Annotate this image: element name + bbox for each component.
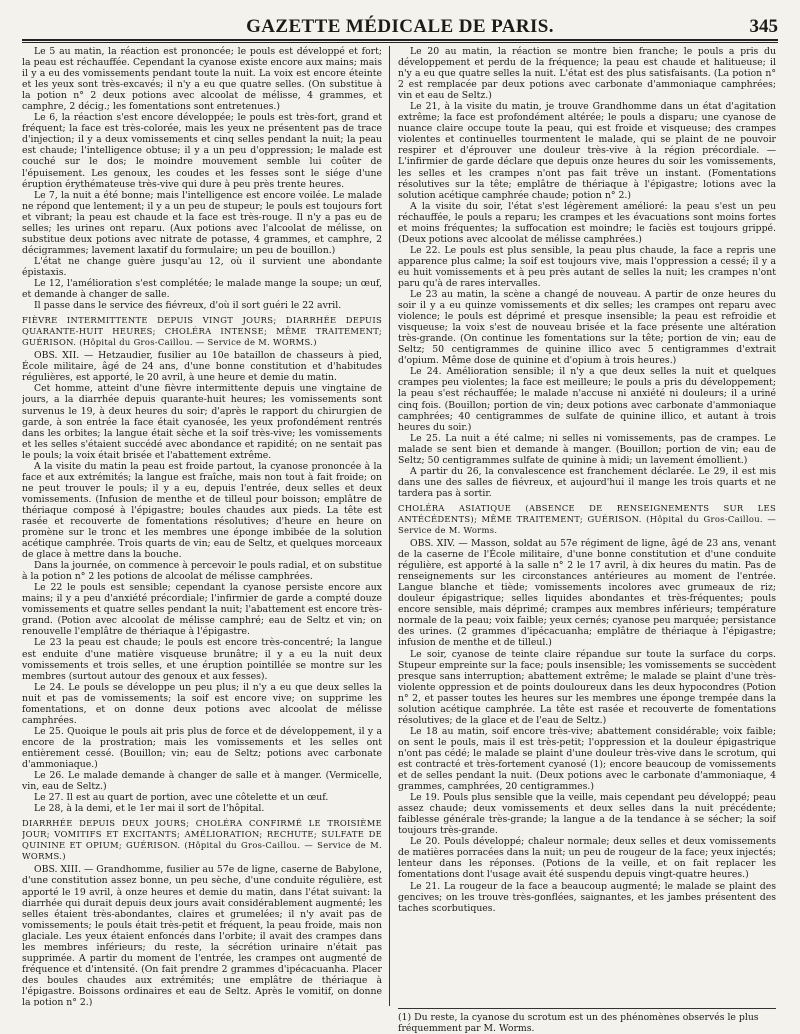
left-column — [22, 46, 382, 1006]
paragraph: Le 21, à la visite du matin, je trouve Grandhomme dans un état d'agitation extrême; la face est profondément altérée; le pouls a disparu; une cyanose de nuance claire occupe toute la peau, qui est froide et visqueuse; des crampes violentes et continuelles tourmentent le malade, qui se plaint de ne pouvoir respirer et d'éprouver une douleur très-vive à la région précordiale. — L'infirmier de garde déclare que depuis onze heures du soir les vomissements, les selles et les crampes n'ont pas fait trêve un instant. (Fomentations résolutives sur la tête; emplâtre de thériaque à l'épigastre; lotions avec la solution acétique camphrée chaude; potion n° 2.) — [398, 101, 776, 201]
header-rule-thin — [22, 42, 778, 43]
paragraph: Le 28, à la demi, et le 1er mai il sort de l'hôpital. — [34, 803, 265, 815]
paragraph: Le 22 le pouls est sensible; cependant la cyanose persiste encore aux mains; il y a peu d'anxiété précordiale; l'infirmier de garde a compté douze vomissements et quatre selles pendant la nuit; l'abattement est encore très-grand. (Potion avec alcoolat de mélisse camphré; eau de Seltz et vin; on renouvelle l'emplâtre de thériaque à l'épigastre. — [22, 582, 382, 638]
paragraph: Le 5 au matin, la réaction est prononcée; le pouls est développé et fort; la peau est réchauffée. Cependant la cyanose existe encore aux mains; mais il y a eu des vomissements pendant toute la nuit. La voix est encore éteinte et les yeux sont très-excavés; il n'y a eu que quatre selles. (On substitue à la potion n° 2 deux potions avec alcoolat de mélisse, 4 grammes, et camphre, 2 décig.; les fomentations sont entretenues.) — [22, 46, 382, 113]
header-rule — [22, 39, 778, 41]
paragraph: Le 6, la réaction s'est encore développée; le pouls est très-fort, grand et fréquent; la face est très-colorée, mais les yeux ne présentent pas de trace d'injection; il y a deux vomissements et cinq selles pendant la nuit; la peau est chaude; l'intelligence obtuse; il y a un peu d'oppression; le malade est couché sur le dos; le moindre mouvement semble lui coûter de l'épuisement. Les genoux, les coudes et les fesses sont le siége d'une éruption érythémateuse très-vive qui dure à peu près trente heures. — [22, 112, 382, 190]
paragraph: A partir du 26, la convalescence est franchement déclarée. Le 29, il est mis dans une des salles de fiévreux, et aujourd'hui il mange les trois quarts et ne tardera pas à sortir. — [398, 465, 776, 499]
column-divider — [389, 46, 390, 1006]
page-number: 345 — [749, 16, 778, 37]
paragraph: Le 19. Pouls plus sensible que la veille, mais cependant peu développé; peau assez chaude; deux vomissements et deux selles dans la nuit précédente; faiblesse générale très-grande; la langue a de la tendance à se sécher; la soif toujours très-grande. — [398, 792, 776, 837]
paragraph: Le 20 au matin, la réaction se montre bien franche; le pouls a pris du développement et perdu de la fréquence; la peau est chaude et halitueuse; il n'y a eu que quatre selles la nuit. L'état est des plus satisfaisants. (La potion n° 2 est remplacée par deux potions avec carbonate d'ammoniaque camphrées; vin et eau de Seltz.) — [398, 46, 776, 102]
paragraph: Le 21. La rougeur de la face a beaucoup augmenté; le malade se plaint des gencives; on les trouve très-gonflées, saignantes, et les jambes présentent des taches scorbutiques. — [398, 880, 776, 914]
page-header — [22, 12, 778, 38]
paragraph: A la visite du matin la peau est froide partout, la cyanose prononcée à la face et aux extrémités; la langue est fraîche, mais non tout à fait froide; on ne peut trouver le pouls; il y a eu, depuis l'entrée, deux selles et deux vomissements. (Infusion de menthe et de tilleul pour boisson; emplâtre de thériaque composé à l'épigastre; boules chaudes aux pieds. La tête est rasée et recouverte de fomentations résolutives; d'heure en heure on promène sur le tronc et les membres une éponge imbibée de la solution acétique camphrée. Trois quarts de vin; eau de Seltz, et quelques morceaux de glace à mettre dans la bouche. — [22, 460, 382, 561]
paragraph: Le 12, l'amélioration s'est complétée; le malade mange la soupe; un œuf, et demande à changer de salle. — [22, 277, 382, 301]
paragraph: Le 27. Il est au quart de portion, avec une côtelette et un œuf. — [34, 792, 329, 804]
footnote: (1) Du reste, la cyanose du scrotum est un des phénomènes observés le plus fréquemment par M. Worms. — [398, 1008, 776, 1034]
paragraph: OBS. XII. — Hetzaudier, fusilier au 10e bataillon de chasseurs à pied, École militaire, âgé de 24 ans, d'une bonne constitution et d'habitudes régulières, est apporté, le 20 avril, à une heure et demie du matin. — [22, 350, 382, 384]
paragraph: Le 24. Le pouls se développe un peu plus; il n'y a eu que deux selles la nuit et pas de vomissements; la soif est encore vive; on supprime les fomentations, et on donne deux potions avec alcoolat de mélisse camphrées. — [22, 681, 382, 726]
right-column — [398, 46, 776, 1006]
paragraph: Le 23 au matin, la scène a changé de nouveau. A partir de onze heures du soir il y a eu quinze vomissements et dix selles; les crampes ont reparu avec violence; le pouls est déprimé et presque insensible; la peau est refroidie et visqueuse; la voix s'est de nouveau brisée et la face présente une altération très-grande. (On continue les fomentations sur la tête; portion de vin; eau de Seltz; 50 centigrammes de quinine illico avec 5 centigrammes d'extrait d'opium. Même dose de quinine et d'opium à trois heures.) — [398, 289, 776, 367]
section-heading: CHOLÉRA ASIATIQUE (ABSENCE DE RENSEIGNEMENTS SUR LES ANTÉCÉDENTS); MÊME TRAITEMENT; GUÉRISON. (Hôpital du Gros-Caillou. — Service de M. Worms. — [398, 502, 776, 536]
paragraph: Le soir, cyanose de teinte claire répandue sur toute la surface du corps. Stupeur empreinte sur la face; pouls insensible; les vomissements se succèdent presque sans interruption; abattement extrême; le malade se plaint d'une très-violente oppression et de points douloureux dans les deux hypocondres (Potion n° 2, et passer toutes les heures sur les membres une éponge trempée dans la solution acétique camphrée. La tête est rasée et recouverte de fomentations résolutives; de la glace et de l'eau de Seltz.) — [398, 648, 776, 726]
paragraph: OBS. XIII. — Grandhomme, fusilier au 57e de ligne, caserne de Babylone, d'une constitution assez bonne, un peu sèche, d'une conduite régulière, est apporté le 19 avril, à onze heures et demie du matin, dans l'état suivant: la diarrhée qui durait depuis deux jours avait considérablement augmenté; les selles étaient très-abondantes, claires et grumelées; il n'y avait pas de vomissements; le pouls était très-petit et fréquent, la peau froide, mais non glaciale. Les yeux étaient enfoncés dans l'orbite; il avait des crampes dans les membres inférieurs; du reste, la sécrétion urinaire n'était pas supprimée. A partir du moment de l'entrée, les crampes ont augmenté de fréquence et d'intensité. (On fait prendre 2 grammes d'ipécacuanha. Placer des boules chaudes aux extrémités; une emplâtre de thériaque à l'épigastre. Boissons ordinaires et eau de Seltz. Après le vomitif, on donne la potion n° 2.) — [22, 864, 382, 1006]
paragraph: Le 24. Amélioration sensible; il n'y a que deux selles la nuit et quelques crampes peu violentes; la face est meilleure; le pouls a pris du développement; la peau s'est réchauffée; le malade n'accuse ni anxiété ni douleurs; il a uriné cinq fois. (Bouillon; portion de vin; deux potions avec carbonate d'ammoniaque camphrées; 40 centigrammes de sulfate de quinine illico, et autant à trois heures du soir.) — [398, 366, 776, 433]
paragraph: Dans la journée, on commence à percevoir le pouls radial, et on substitue à la potion n° 2 les potions de alcoolat de mélisse camphrées. — [22, 560, 382, 583]
paragraph: Le 23 la peau est chaude; le pouls est encore très-concentré; la langue est enduite d'une matière visqueuse brunâtre; il y a eu la nuit deux vomissements et trois selles, et une éruption pointillée se montre sur les membres (surtout autour des genoux et aux fesses). — [22, 637, 382, 682]
section-heading: FIÈVRE INTERMITTENTE DEPUIS VINGT JOURS; DIARRHÉE DEPUIS QUARANTE-HUIT HEURES; CHOLÉRA INTENSE; MÊME TRAITEMENT; GUÉRISON. (Hôpital du Gros-Caillou. — Service de M. WORMS.) — [22, 315, 382, 348]
paragraph: Le 18 au matin, soif encore très-vive; abattement considérable; voix faible; on sent le pouls, mais il est très-petit; l'oppression et la douleur épigastrique n'ont pas cédé; le malade se plaint d'une douleur très-vive dans le scrotum, qui est contracté et très-fortement cyanosé (1); encore beaucoup de vomissements et de selles pendant la nuit. (Deux potions avec le carbonate d'ammoniaque, 4 grammes, camphrées, 20 centigrammes.) — [398, 725, 776, 793]
journal-title: GAZETTE MÉDICALE DE PARIS. — [246, 16, 554, 37]
paragraph: L'état ne change guère jusqu'au 12, où il survient une abondante épistaxis. — [22, 255, 382, 278]
paragraph: A la visite du soir, l'état s'est légèrement amélioré: la peau s'est un peu réchauffée, le pouls a reparu; les crampes et les évacuations sont moins fortes et moins fréquentes; la suffocation est moindre; le faciès est toujours grippé. (Deux potions avec alcoolat de mélisse camphrées.) — [398, 200, 776, 245]
paragraph: Le 26. Le malade demande à changer de salle et à manger. (Vermicelle, vin, eau de Seltz.) — [22, 770, 382, 793]
paragraph: Le 7, la nuit a été bonne; mais l'intelligence est encore voilée. Le malade ne répond que lentement; il y a un peu de stupeur; le pouls est toujours fort et vibrant; la peau est chaude et la face est très-rouge. Il n'y a pas eu de selles; les urines ont reparu. (Aux potions avec l'alcoolat de mélisse, on substitue deux potions avec nitrate de potasse, 4 grammes, et camphre, 2 décigrammes; lavement laxatif du formulaire; un peu de bouillon.) — [22, 189, 382, 256]
paragraph: Le 25. Quoique le pouls ait pris plus de force et de développement, il y a encore de la prostration; mais les vomissements et les selles ont entièrement cessé. (Bouillon; vin; eau de Seltz; potions avec carbonate d'ammoniaque.) — [22, 725, 382, 770]
paragraph: OBS. XIV. — Masson, soldat au 57e régiment de ligne, âgé de 23 ans, venant de la caserne de l'École militaire, d'une bonne constitution et d'une conduite régulière, est apporté à la salle n° 2 le 17 avril, à dix heures du matin. Pas de renseignements sur les circonstances antérieures au moment de l'entrée. Langue blanche et tiède; vomissements incolores avec grumeaux de riz; douleur épigastrique; selles liquides abondantes et très-fréquentes; pouls encore sensible, mais déprimé; crampes aux membres inférieurs; température normale de la peau; voix faible; yeux cernés; cyanose peu marquée; persistance des urines. (2 grammes d'ipécacuanha; emplâtre de thériaque à l'épigastre; infusion de menthe et de tilleul.) — [398, 538, 776, 649]
paragraph: Le 20. Pouls développé; chaleur normale; deux selles et deux vomissements de matières porracées dans la nuit; un peu de rougeur de la face; yeux injectés; lenteur dans les réponses. (Potions de la veille, et on fait replacer les fomentations dont l'usage avait été suspendu depuis vingt-quatre heures.) — [398, 836, 776, 881]
section-heading: DIARRHÉE DEPUIS DEUX JOURS; CHOLÉRA CONFIRMÉ LE TROISIÈME JOUR; VOMITIFS ET EXCITANTS; AMÉLIORATION; RECHUTE; SULFATE DE QUININE ET OPIUM; GUÉRISON. (Hôpital du Gros-Caillou. — Service de M. WORMS.) — [22, 818, 382, 862]
paragraph: Le 22. Le pouls est plus sensible, la peau plus chaude, la face a repris une apparence plus calme; la soif est toujours vive, mais l'oppression a cessé; il y a eu huit vomissements et à peu près autant de selles la nuit; les crampes n'ont paru qu'à de rares intervalles. — [398, 244, 776, 289]
paragraph: Le 25. La nuit a été calme; ni selles ni vomissements, pas de crampes. Le malade se sent bien et demande à manger. (Bouillon; portion de vin; eau de Seltz; 50 centigrammes sulfate de quinine à midi; un lavement émollient.) — [398, 432, 776, 466]
paragraph: Cet homme, atteint d'une fièvre intermittente depuis une vingtaine de jours, a la diarrhée depuis quarante-huit heures; les vomissements sont survenus le 19, à deux heures du soir; d'après le rapport du chirurgien de garde, à son entrée la face était cyanosée, les yeux profondément rentrés dans les orbites; la langue était sèche et la soif très-vive; les vomissements et les selles s'étaient succédé avec abondance et rapidité; on ne sentait pas le pouls; la voix était brisée et l'abattement extrême. — [22, 383, 382, 461]
paragraph: Il passe dans le service des fiévreux, d'où il sort guéri le 22 avril. — [34, 300, 342, 312]
